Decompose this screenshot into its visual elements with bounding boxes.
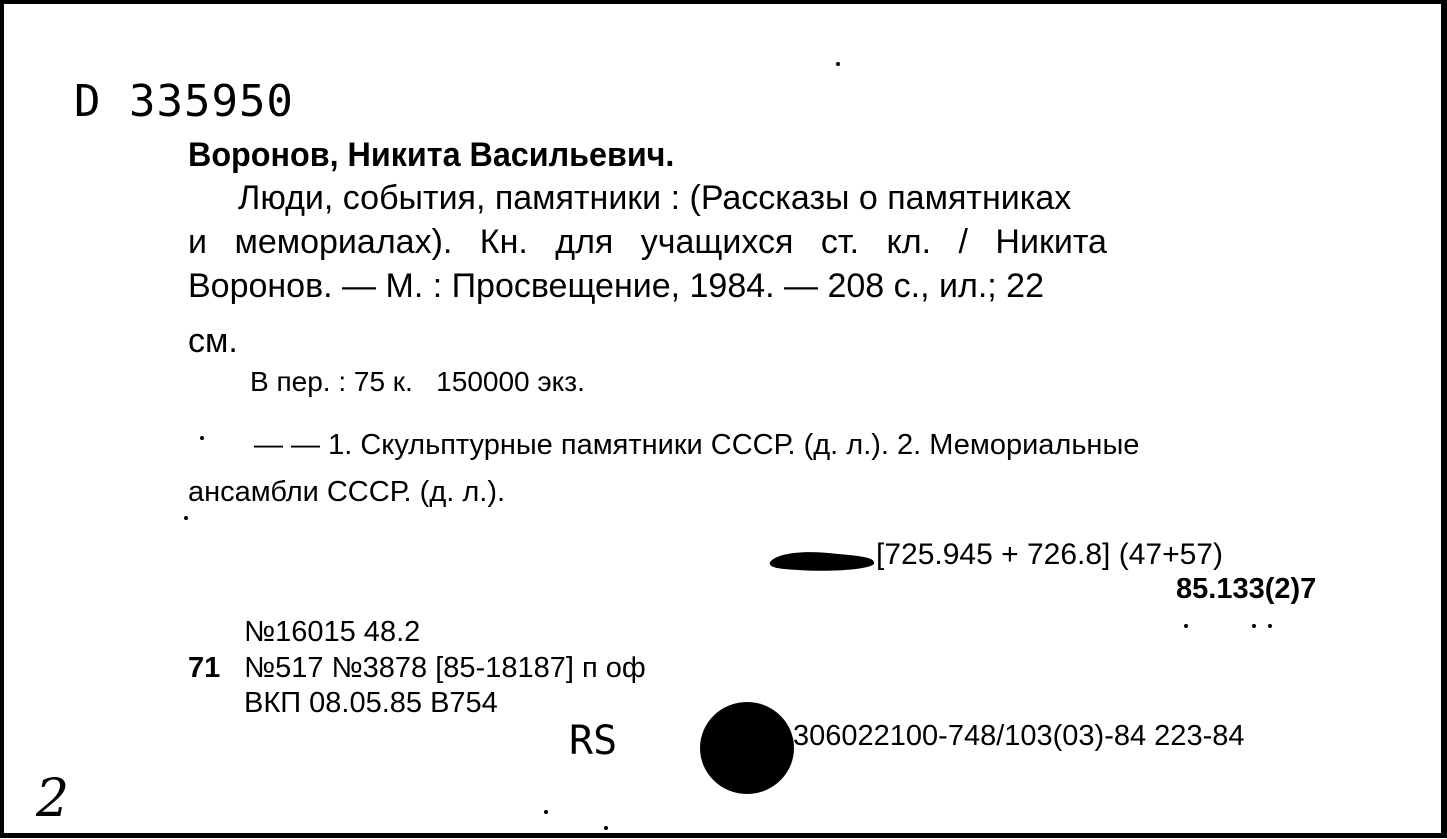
- title-line-3: Воронов. — М. : Просвещение, 1984. — 208 с., ил.; 22: [188, 267, 1044, 305]
- punched-hole: [700, 702, 794, 794]
- rs-mark: RS: [569, 718, 618, 764]
- title-line-2: и мемориалах). Кн. для учащихся ст. кл. / Никита: [188, 223, 1107, 261]
- speck-dot: [1184, 624, 1188, 628]
- speck-dot: [544, 810, 548, 814]
- tech-line-2: №517 №3878 [85-18187] п оф: [244, 652, 646, 684]
- subject-line-1: — — 1. Скульптурные памятники СССР. (д. л.). 2. Мемориальные: [254, 429, 1140, 461]
- title-line-4: см.: [188, 322, 238, 360]
- speck-dot: [604, 826, 608, 830]
- speck-dot: [200, 436, 204, 440]
- udc-classification: [725.945 + 726.8] (47+57): [876, 538, 1223, 571]
- bbk-classification: 85.133(2)7: [1176, 573, 1317, 605]
- speck-dot: [1268, 624, 1272, 628]
- author-heading: Воронов, Никита Васильевич.: [188, 136, 675, 174]
- tech-number: 71: [188, 652, 221, 684]
- code-line: 306022100-748/103(03)-84 223-84: [793, 720, 1245, 752]
- speck-dot: [836, 62, 840, 66]
- speck-dot: [184, 516, 188, 520]
- ink-blot-icon: [768, 544, 878, 574]
- title-line-1: Люди, события, памятники : (Рассказы о памятниках: [238, 179, 1072, 217]
- call-number: D 335950: [74, 76, 294, 127]
- price-line: В пер. : 75 к. 150000 экз.: [250, 366, 585, 397]
- tech-line-3: ВКП 08.05.85 В754: [244, 687, 498, 719]
- tech-line-1: №16015 48.2: [244, 616, 421, 648]
- handwritten-mark: 2: [36, 769, 70, 829]
- subject-line-2: ансамбли СССР. (д. л.).: [188, 476, 506, 508]
- speck-dot: [1252, 624, 1256, 628]
